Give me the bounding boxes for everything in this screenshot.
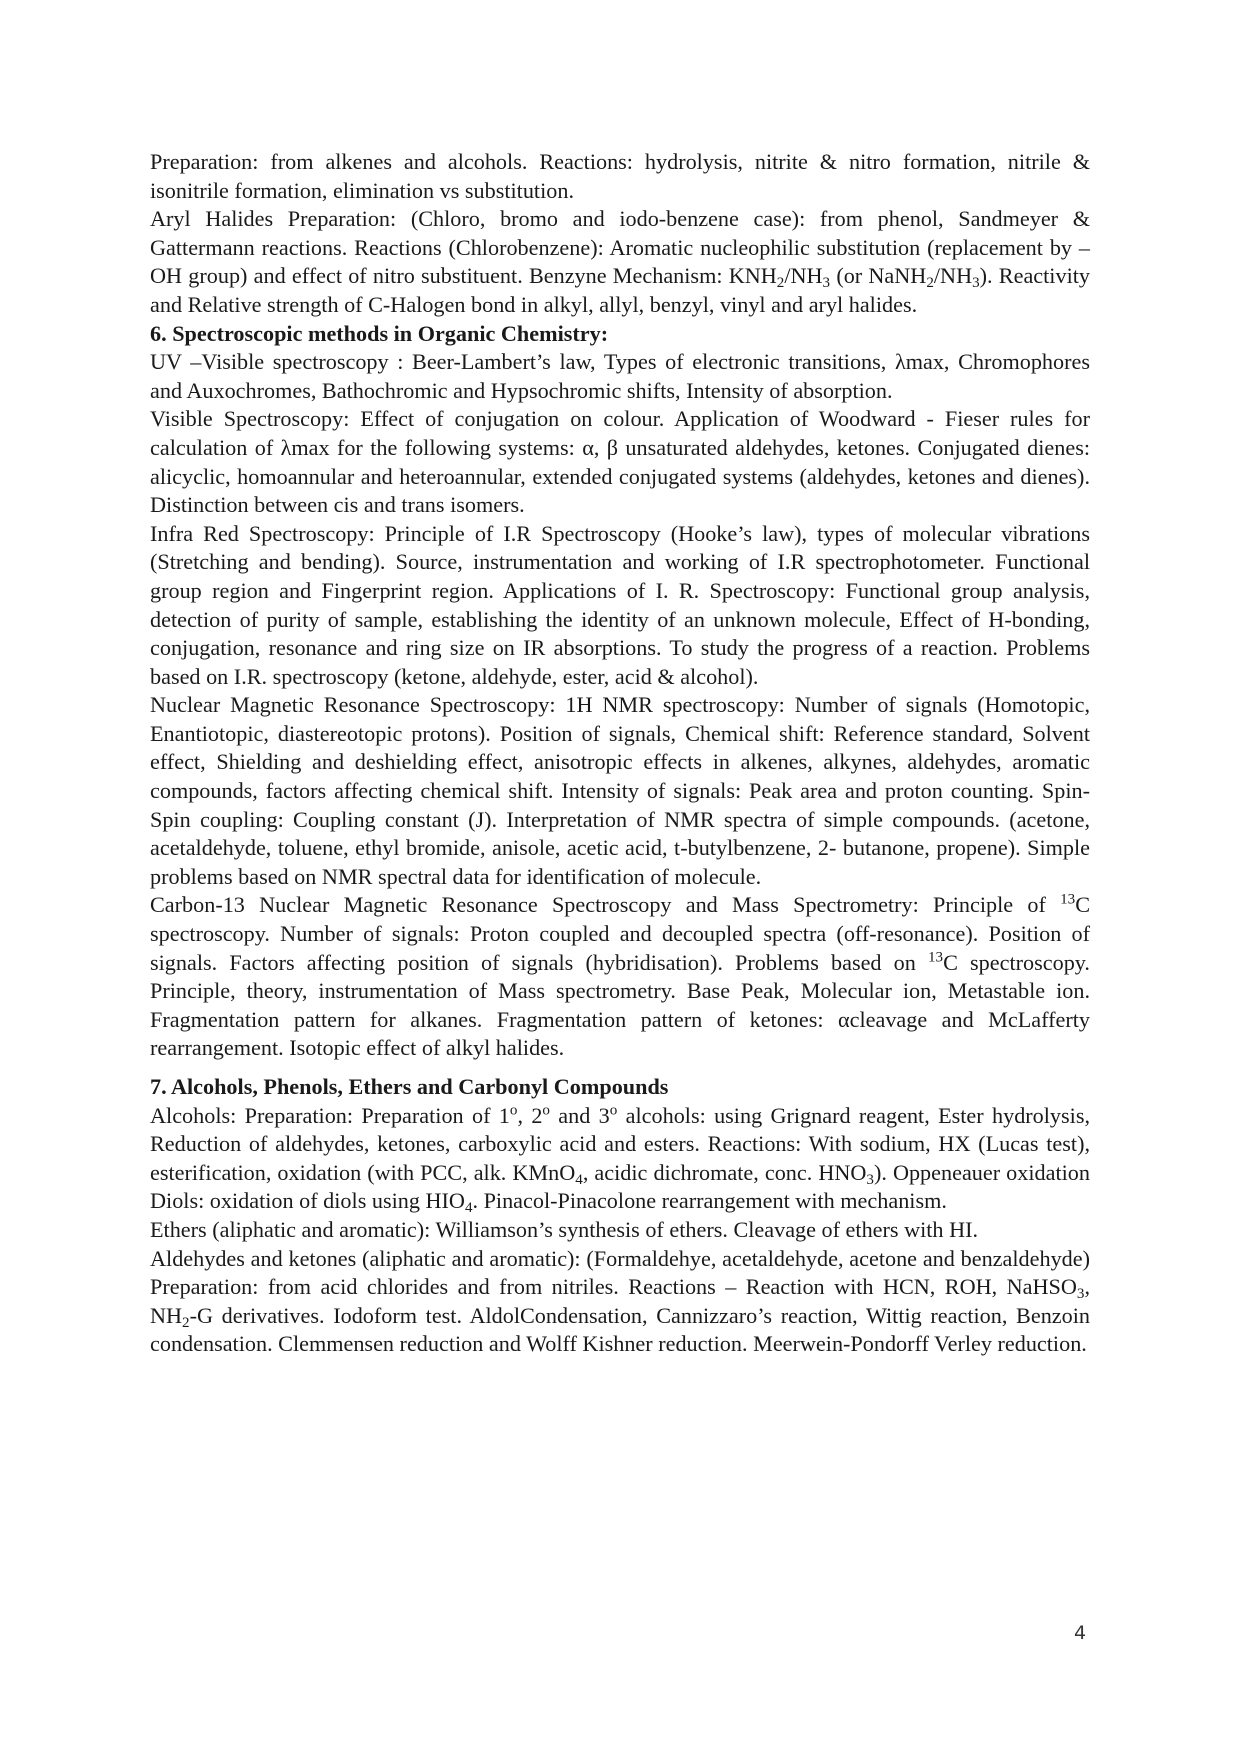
paragraph-ethers: Ethers (aliphatic and aromatic): Williamson’s synthesis of ethers. Cleavage of ethers with HI. bbox=[150, 1216, 979, 1242]
paragraph-alcohols: Alcohols: Preparation: Preparation of 1$^o$, 2$^o$ and 3$^o$ alcohols: using Grignard reagent, Ester hydrolysis, Reduction of aldehydes, ketones, carboxylic acid and esters. Reactions: With sodium, HX (Lucas test), esterification, oxidation (with PCC, alk. KMnO$_4$, acidic dichromate, conc. $HNO_3$). Oppeneauer oxidation Diols: oxidation of diols using $HIO_4$. Pinacol-Pinacolone rearrangement with mechanism. bbox=[150, 1102, 1091, 1217]
paragraph-carbon-13: Carbon-13 Nuclear Magnetic Resonance Spectroscopy and Mass Spectrometry: Principle of $^{13}$C spectroscopy. Number of signals: Proton coupled and decoupled spectra (off-resonance). Position of signals. Factors affecting position of signals (hybridisation). Problems based on $^{13}$C spectroscopy. Principle, theory, instrumentation of Mass spectrometry. Base Peak, Molecular ion, Metastable ion. Fragmentation pattern for alkanes. Fragmentation pattern of ketones: αcleavage and McLafferty rearrangement. Isotopic effect of alkyl halides. bbox=[150, 892, 1090, 1061]
paragraph-aldehydes-ketones: Aldehydes and ketones (aliphatic and aromatic): (Formaldehye, acetaldehyde, acetone and benzaldehyde) Preparation: from acid chlorides and from nitriles. Reactions – Reaction with HCN, ROH, NaHSO$_3$, $NH_2-G$ derivatives. Iodoform test. AldolCondensation, Cannizzaro’s reaction, Wittig reaction, Benzoin condensation. Clemmensen reduction and Wolff Kishner reduction. Meerwein-Pondorff Verley reduction. bbox=[150, 1245, 1090, 1357]
section-gap bbox=[150, 1063, 1090, 1073]
page-body bbox=[150, 148, 1090, 1359]
section-heading-alcohols: 7. Alcohols, Phenols, Ethers and Carbonyl Compounds bbox=[150, 1074, 669, 1099]
page-number: 4 bbox=[1074, 1622, 1087, 1644]
paragraph-uv-visible: UV –Visible spectroscopy : Beer-Lambert’s law, Types of electronic transitions, λmax, Chromophores and Auxochromes, Bathochromic and Hypsochromic shifts, Intensity of absorption. bbox=[150, 349, 1090, 403]
paragraph-alkyl-halides: Preparation: from alkenes and alcohols. Reactions: hydrolysis, nitrite & nitro formation, nitrile & isonitrile formation, elimination vs substitution. bbox=[150, 149, 1090, 203]
paragraph-nmr: Nuclear Magnetic Resonance Spectroscopy: 1H NMR spectroscopy: Number of signals (Homotopic, Enantiotopic, diastereotopic protons). Position of signals, Chemical shift: Reference standard, Solvent effect, Shielding and deshielding effect, anisotropic effects in alkenes, alkynes, aldehydes, aromatic compounds, factors affecting chemical shift. Intensity of signals: Peak area and proton counting. Spin-Spin coupling: Coupling constant (J). Interpretation of NMR spectra of simple compounds. (acetone, acetaldehyde, toluene, ethyl bromide, anisole, acetic acid, t-butylbenzene, 2- butanone, propene). Simple problems based on NMR spectral data for identification of molecule. bbox=[150, 692, 1090, 889]
paragraph-infra-red: Infra Red Spectroscopy: Principle of I.R Spectroscopy (Hooke’s law), types of molecular vibrations (Stretching and bending). Source, instrumentation and working of I.R spectrophotometer. Functional group region and Fingerprint region. Applications of I. R. Spectroscopy: Functional group analysis, detection of purity of sample, establishing the identity of an unknown molecule, Effect of H-bonding, conjugation, resonance and ring size on IR absorptions. To study the progress of a reaction. Problems based on I.R. spectroscopy (ketone, aldehyde, ester, acid & alcohol). bbox=[150, 520, 1090, 689]
paragraph-aryl-halides: Aryl Halides Preparation: (Chloro, bromo and iodo-benzene case): from phenol, Sandmeyer & Gattermann reactions. Reactions (Chlorobenzene): Aromatic nucleophilic substitution (replacement by –OH group) and effect of nitro substituent. Benzyne Mechanism: $KNH_2/NH_3$ (or $NaNH_2/NH_3$). Reactivity and Relative strength of C-Halogen bond in alkyl, allyl, benzyl, vinyl and aryl halides. bbox=[150, 206, 1090, 317]
paragraph-visible-spectroscopy: Visible Spectroscopy: Effect of conjugation on colour. Application of Woodward - Fieser rules for calculation of λmax for the following systems: α, β unsaturated aldehydes, ketones. Conjugated dienes: alicyclic, homoannular and heteroannular, extended conjugated systems (aldehydes, ketones and dienes). Distinction between cis and trans isomers. bbox=[150, 406, 1090, 518]
section-heading-spectroscopy: 6. Spectroscopic methods in Organic Chemistry: bbox=[150, 320, 609, 346]
